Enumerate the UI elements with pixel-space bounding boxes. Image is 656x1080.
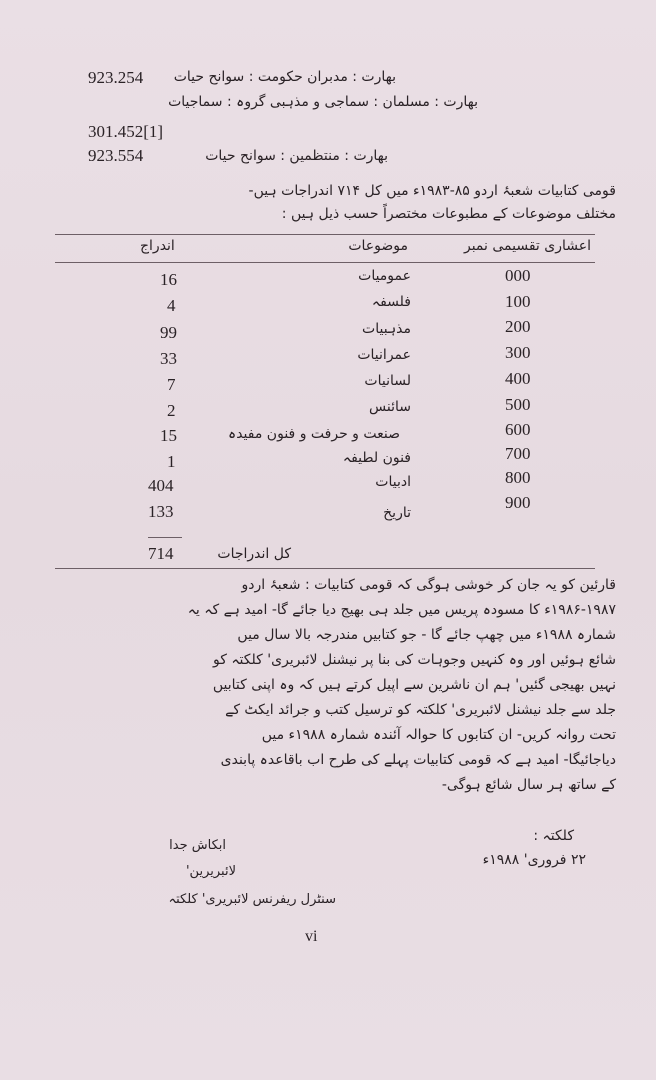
row-subject: سائنس: [369, 399, 411, 415]
heading-1-text: بھارت : مدبران حکومت : سوانح حیات: [173, 69, 396, 85]
row-subject: ادبیات: [375, 474, 411, 490]
row-code: 800: [505, 468, 531, 487]
header-subject: موضوعات: [348, 238, 408, 254]
page-number: vi: [305, 928, 318, 945]
table-bottom-rule: [55, 568, 595, 569]
paragraph-line: شمارہ ۱۹۸۸ء میں چھپ جائے گا - جو کتابیں مندرجہ بالا سال میں: [237, 627, 616, 643]
table-top-rule: [55, 234, 595, 235]
paragraph-line: جلد سے جلد نیشنل لائبریری' کلکتہ کو ترسیل کتب و جرائد ایکٹ کے: [225, 702, 616, 718]
row-code: 500: [505, 395, 531, 414]
paragraph-line: ۱۹۸۶-۱۹۸۷ء کا مسودہ پریس میں جلد ہی بھیج دیا جائے گا- امید ہے کہ یہ: [187, 602, 616, 618]
paragraph-line: دیاجائیگا- امید ہے کہ قومی کتابیات پہلے کی طرح اب باقاعدہ پابندی: [220, 752, 616, 768]
header-count: اندراج: [140, 238, 175, 254]
heading-4-class-no: 923.554: [88, 146, 144, 165]
row-code: 400: [505, 369, 531, 388]
paragraph-line: شائع ہوئیں اور وہ کنہیں وجوہات کی بنا پر نیشنل لائبریری' کلکتہ کو: [213, 652, 616, 668]
heading-2-text: بھارت : مسلمان : سماجی و مذہبی گروہ : سماجیات: [168, 94, 478, 110]
row-count: 16: [160, 270, 177, 289]
total-label: کل اندراجات: [217, 546, 291, 562]
row-code: 100: [505, 292, 531, 311]
row-subject: مذہبیات: [362, 321, 411, 337]
total-rule: [148, 537, 182, 538]
heading-1-class-no: 923.254: [88, 68, 144, 87]
signature-org: سنٹرل ریفرنس لائبریری' کلکتہ: [168, 892, 336, 907]
signature-name: ابکاش جدا: [169, 838, 226, 853]
row-count: 33: [160, 349, 177, 368]
paragraph-line: نہیں بھیجی گئیں' ہم ان ناشرین سے اپیل کرتے ہیں کہ وہ اپنی کتابیں: [212, 677, 616, 693]
row-count: 404: [148, 476, 174, 495]
row-subject: فنون لطیفہ: [342, 450, 411, 466]
row-count: 133: [148, 502, 174, 521]
row-code: 000: [505, 266, 531, 285]
signature-title: لائبریرین': [185, 864, 236, 879]
row-count: 2: [167, 401, 176, 420]
row-code: 200: [505, 317, 531, 336]
row-subject: عمرانیات: [357, 347, 411, 363]
header-code: اعشاری تقسیمی نمبر: [463, 238, 591, 254]
row-count: 4: [167, 296, 176, 315]
row-count: 7: [167, 375, 176, 394]
row-subject: صنعت و حرفت و فنون مفیدہ: [228, 426, 400, 442]
row-code: 600: [505, 420, 531, 439]
row-subject: لسانیات: [364, 373, 411, 389]
paragraph-line: قارئین کو یہ جان کر خوشی ہوگی کہ قومی کتابیات : شعبۂ اردو: [241, 577, 616, 593]
row-code: 900: [505, 493, 531, 512]
paragraph-line: تحت روانہ کریں- ان کتابوں کا حوالہ آئندہ شمارہ ۱۹۸۸ء میں: [261, 727, 616, 743]
intro-line-2: مختلف موضوعات کے مطبوعات مختصراً حسب ذیل ہیں :: [281, 206, 616, 222]
row-subject: فلسفہ: [371, 294, 411, 310]
paragraph-line: کے ساتھ ہر سال شائع ہوگی-: [441, 777, 616, 793]
table-header-rule: [55, 262, 595, 263]
row-subject: تاریخ: [383, 505, 411, 521]
place: کلکتہ :: [533, 828, 574, 844]
row-code: 300: [505, 343, 531, 362]
row-count: 99: [160, 323, 177, 342]
heading-4-text: بھارت : منتظمین : سوانح حیات: [205, 148, 388, 164]
total-count: 714: [148, 544, 174, 563]
intro-line-1: قومی کتابیات شعبۂ اردو ۸۵-۱۹۸۳ء میں کل ۷۱۴ اندراجات ہیں-: [248, 183, 616, 199]
row-code: 700: [505, 444, 531, 463]
row-count: 1: [167, 452, 176, 471]
date: ۲۲ فروری' ۱۹۸۸ء: [482, 852, 586, 868]
row-count: 15: [160, 426, 177, 445]
heading-3-class-no: 301.452[1]: [88, 122, 164, 141]
row-subject: عمومیات: [358, 268, 411, 284]
